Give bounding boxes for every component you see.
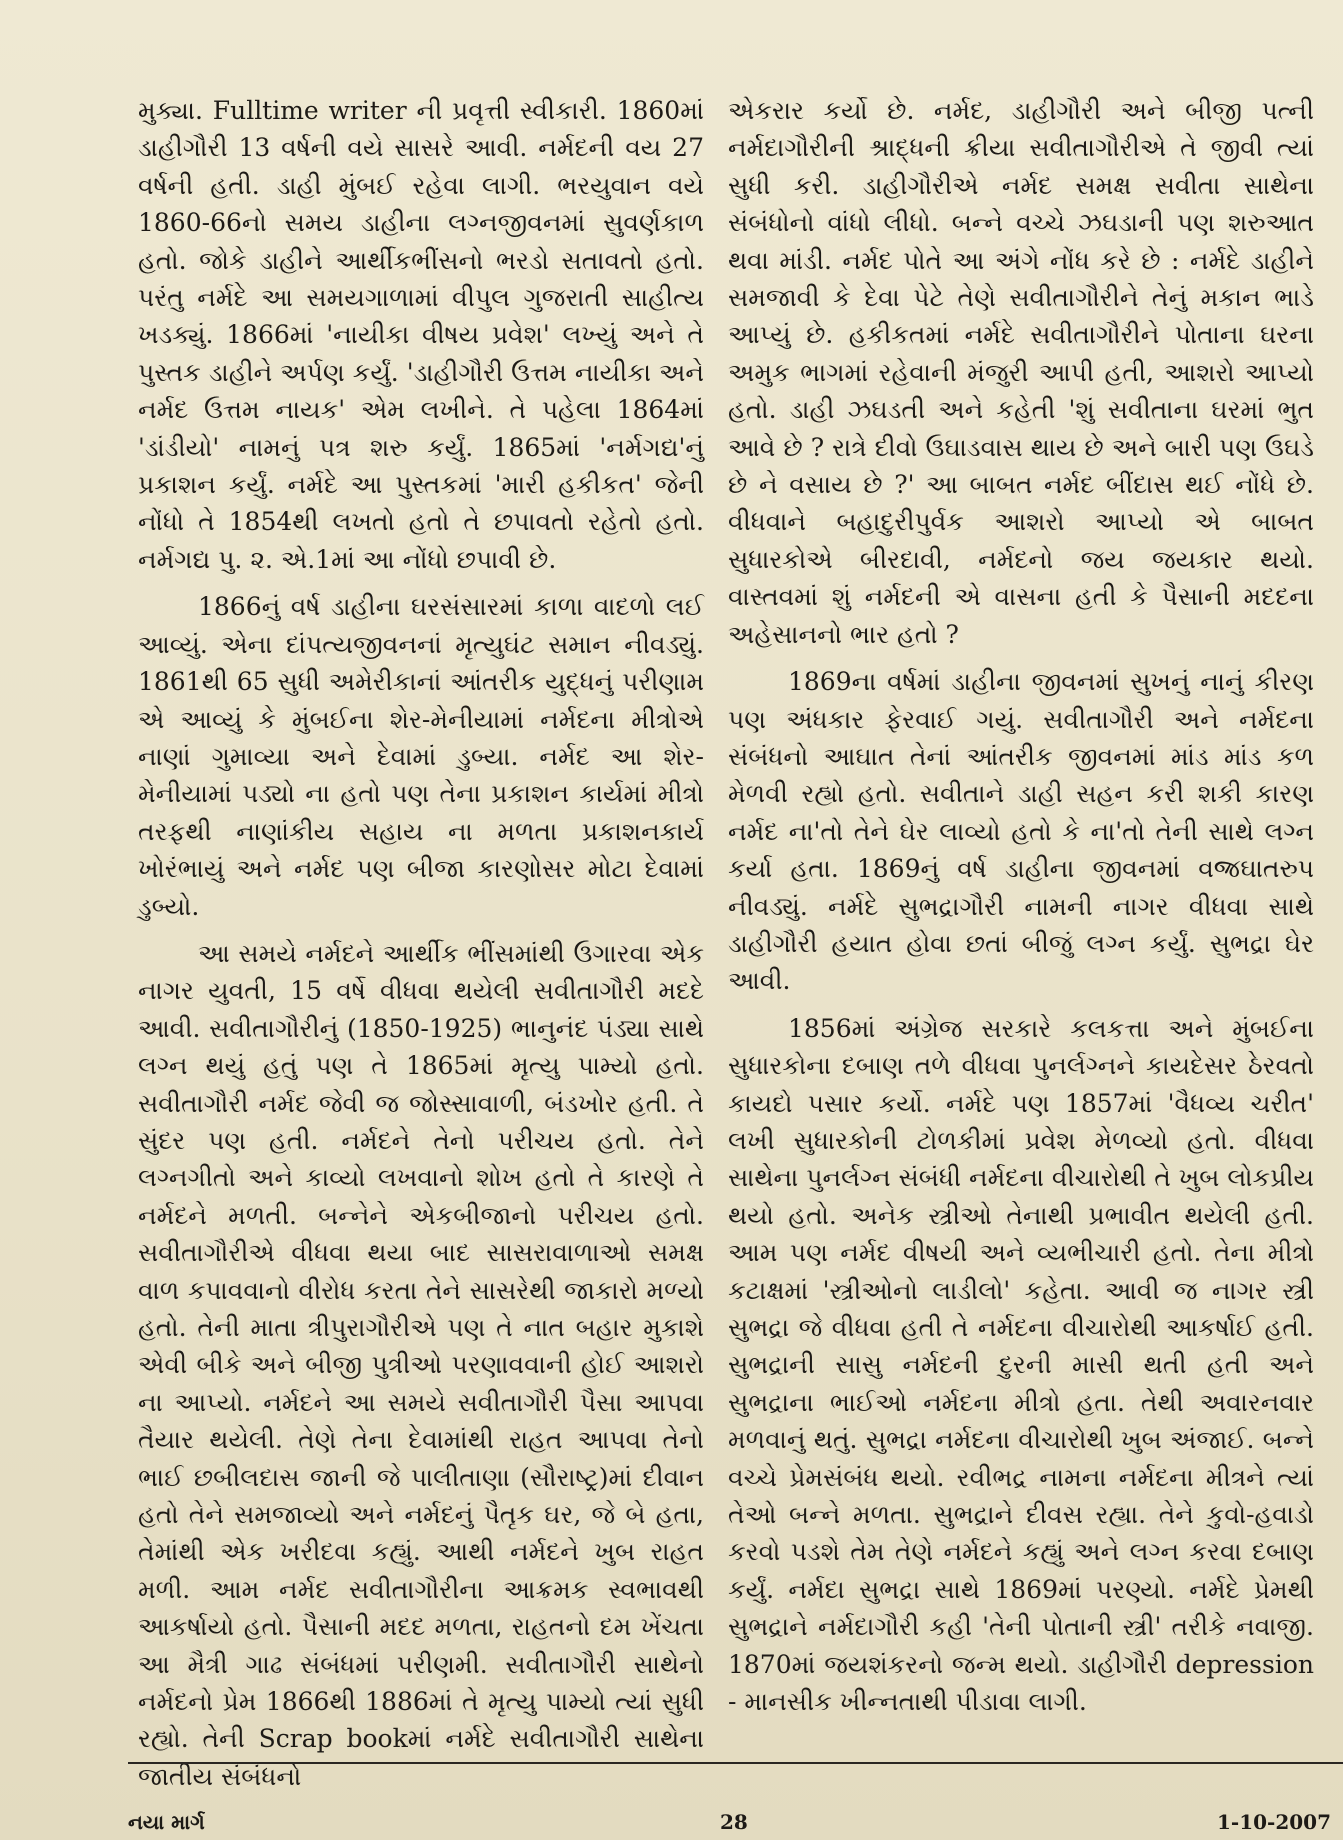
paragraph: એકરાર કર્યો છે. નર્મદ, ડાહીગૌરી અને બીજી પત્ની નર્મદાગૌરીની શ્રાદ્ધની ક્રીયા સવીતાગૌરીએ તે જીવી ત્યાં સુધી કરી. ડાહીગૌરીએ નર્મદ સમક્ષ સવીતા સાથેના સંબંધોનો વાંધો લીધો. બન્ને વચ્ચે ઝઘડાની પણ શરુઆત થવા માંડી. નર્મદ પોતે આ અંગે નોંધ કરે છે : નર્મદે ડાહીને સમજાવી કે દેવા પેટે તેણે સવીતાગૌરીને તેનું મકાન ભાડે આપ્યું છે. હકીકતમાં નર્મદે સવીતાગૌરીને પોતાના ઘરના અમુક ભાગમાં રહેવાની મંજુરી આપી હતી, આશરો આપ્યો હતો. ડાહી ઝઘડતી અને કહેતી 'શું સવીતાના ઘરમાં ભુત આવે છે ? રાત્રે દીવો ઉઘાડવાસ થાય છે અને બારી પણ ઉઘડે છે ને વસાય છે ?' આ બાબત નર્મદ બીંદાસ થઈ નોંધે છે. વીધવાને બહાદુરીપુર્વક આશરો આપ્યો એ બાબત સુધારકોએ બીરદાવી, નર્મદનો જય જયકાર થયો. વાસ્તવમાં શું નર્મદની એ વાસના હતી કે પૈસાની મદદના અહેસાનનો ભાર હતો ? <box>728 96 1314 649</box>
footer-divider <box>128 1762 1343 1764</box>
paragraph: મુક્યા. Fulltime writer ની પ્રવૃત્તી સ્વીકારી. 1860માં ડાહીગૌરી 13 વર્ષની વયે સાસરે આવી. નર્મદની વય 27 વર્ષની હતી. ડાહી મુંબઈ રહેવા લાગી. ભરયુવાન વયે 1860-66નો સમય ડાહીના લગ્નજીવનમાં સુવર્ણકાળ હતો. જોકે ડાહીને આર્થીકભીંસનો ભરડો સતાવતો હતો. પરંતુ નર્મદે આ સમયગાળામાં વીપુલ ગુજરાતી સાહીત્ય ખડક્યું. 1866માં 'નાયીકા વીષય પ્રવેશ' લખ્યું અને તે પુસ્તક ડાહીને અર્પણ કર્યું. 'ડાહીગૌરી ઉત્તમ નાયીકા અને નર્મદ ઉત્તમ નાયક' એમ લખીને. તે પહેલા 1864માં 'ડાંડીયો' નામનું પત્ર શરુ કર્યું. 1865માં 'નર્મગદ્ય'નું પ્રકાશન કર્યું. નર્મદે આ પુસ્તકમાં 'મારી હકીકત' જેની નોંધો તે 1854થી લખતો હતો તે છપાવતો રહેતો હતો. નર્મગદ્ય પુ. ૨. એ.1માં આ નોંધો છપાવી છે. <box>138 96 704 574</box>
paragraph: 1869ના વર્ષમાં ડાહીના જીવનમાં સુખનું નાનું કીરણ પણ અંધકાર ફેરવાઈ ગયું. સવીતાગૌરી અને નર્મદના સંબંધનો આઘાત તેનાં આંતરીક જીવનમાં માંડ માંડ કળ મેળવી રહ્યો હતો. સવીતાને ડાહી સહન કરી શકી કારણ નર્મદ ના'તો તેને ઘેર લાવ્યો હતો કે ના'તો તેની સાથે લગ્ન કર્યા હતા. 1869નું વર્ષ ડાહીના જીવનમાં વજ્રઘાતરુપ નીવડ્યું. નર્મદે સુભદ્રાગૌરી નામની નાગર વીધવા સાથે ડાહીગૌરી હયાત હોવા છતાં બીજું લગ્ન કર્યું. સુભદ્રા ઘેર આવી. <box>728 667 1314 996</box>
right-text-column <box>728 92 1314 1720</box>
paragraph: આ સમયે નર્મદને આર્થીક ભીંસમાંથી ઉગારવા એક નાગર યુવતી, 15 વર્ષે વીધવા થયેલી સવીતાગૌરી મદદે આવી. સવીતાગૌરીનું (1850-1925) ભાનુનંદ પંડ્યા સાથે લગ્ન થયું હતું પણ તે 1865માં મૃત્યુ પામ્યો હતો. સવીતાગૌરી નર્મદ જેવી જ જોસ્સાવાળી, બંડખોર હતી. તે સુંદર પણ હતી. નર્મદને તેનો પરીચય હતો. તેને લગ્નગીતો અને કાવ્યો લખવાનો શોખ હતો તે કારણે તે નર્મદને મળતી. બન્નેને એકબીજાનો પરીચય હતો. સવીતાગૌરીએ વીધવા થયા બાદ સાસરાવાળાઓ સમક્ષ વાળ કપાવવાનો વીરોધ કરતા તેને સાસરેથી જાકારો મળ્યો હતો. તેની માતા ત્રીપુરાગૌરીએ પણ તે નાત બહાર મુકાશે એવી બીકે અને બીજી પુત્રીઓ પરણાવવાની હોઈ આશરો ના આપ્યો. નર્મદને આ સમયે સવીતાગૌરી પૈસા આપવા તૈયાર થયેલી. તેણે તેના દેવામાંથી રાહત આપવા તેનો ભાઈ છબીલદાસ જાની જે પાલીતાણા (સૌરાષ્ટ્ર)માં દીવાન હતો તેને સમજાવ્યો અને નર્મદનું પૈતૃક ઘર, જે બે હતા, તેમાંથી એક ખરીદવા કહ્યું. આથી નર્મદને ખુબ રાહત મળી. આમ નર્મદ સવીતાગૌરીના આક્રમક સ્વભાવથી આકર્ષાયો હતો. પૈસાની મદદ મળતા, રાહતનો દમ ખેંચતા આ મૈત્રી ગાઢ સંબંધમાં પરીણમી. સવીતાગૌરી સાથેનો નર્મદનો પ્રેમ 1866થી 1886માં તે મૃત્યુ પામ્યો ત્યાં સુધી રહ્યો. તેની Scrap bookમાં નર્મદે સવીતાગૌરી સાથેના જાતીય સંબંધનો <box>138 938 704 1791</box>
left-text-column <box>138 92 704 1795</box>
paragraph: 1866નું વર્ષ ડાહીના ઘરસંસારમાં કાળા વાદળો લઈ આવ્યું. એના દાંપત્યજીવનનાં મૃત્યુઘંટ સમાન નીવડ્યું. 1861થી 65 સુધી અમેરીકાનાં આંતરીક યુદ્ધનું પરીણામ એ આવ્યું કે મુંબઈના શેર-મેનીયામાં નર્મદના મીત્રોએ નાણાં ગુમાવ્યા અને દેવામાં ડુબ્યા. નર્મદ આ શેર-મેનીયામાં પડ્યો ના હતો પણ તેના પ્રકાશન કાર્યમાં મીત્રો તરફથી નાણાંકીય સહાય ના મળતા પ્રકાશનકાર્ય ખોરંભાયું અને નર્મદ પણ બીજા કારણોસર મોટા દેવામાં ડુબ્યો. <box>138 592 704 921</box>
publication-name: નયા માર્ગ <box>128 1810 205 1834</box>
page-number: 28 <box>720 1810 748 1834</box>
paragraph: 1856માં અંગ્રેજ સરકારે કલકત્તા અને મુંબઈના સુધારકોના દબાણ તળે વીધવા પુનર્લગ્નને કાયદેસર ઠેરવતો કાયદો પસાર કર્યો. નર્મદે પણ 1857માં 'વૈધવ્ય ચરીત' લખી સુધારકોની ટોળકીમાં પ્રવેશ મેળવ્યો હતો. વીધવા સાથેના પુનર્લગ્ન સંબંધી નર્મદના વીચારોથી તે ખુબ લોકપ્રીય થયો હતો. અનેક સ્ત્રીઓ તેનાથી પ્રભાવીત થયેલી હતી. આમ પણ નર્મદ વીષયી અને વ્યભીચારી હતો. તેના મીત્રો કટાક્ષમાં 'સ્ત્રીઓનો લાડીલો' કહેતા. આવી જ નાગર સ્ત્રી સુભદ્રા જે વીધવા હતી તે નર્મદના વીચારોથી આકર્ષાઈ હતી. સુભદ્રાની સાસુ નર્મદની દુરની માસી થતી હતી અને સુભદ્રાના ભાઈઓ નર્મદના મીત્રો હતા. તેથી અવારનવાર મળવાનું થતું. સુભદ્રા નર્મદના વીચારોથી ખુબ અંજાઈ. બન્ને વચ્ચે પ્રેમસંબંધ થયો. રવીભદ્ર નામના નર્મદના મીત્રને ત્યાં તેઓ બન્ને મળતા. સુભદ્રાને દીવસ રહ્યા. તેને કુવો-હવાડો કરવો પડશે તેમ તેણે નર્મદને કહ્યું અને લગ્ન કરવા દબાણ કર્યું. નર્મદા સુભદ્રા સાથે 1869માં પરણ્યો. નર્મદે પ્રેમથી સુભદ્રાને નર્મદાગૌરી કહી 'તેની પોતાની સ્ત્રી' તરીકે નવાજી. 1870માં જયશંકરનો જન્મ થયો. ડાહીગૌરી depression - માનસીક ખીન્નતાથી પીડાવા લાગી. <box>728 1013 1314 1717</box>
issue-date: 1-10-2007 <box>1216 1810 1331 1834</box>
